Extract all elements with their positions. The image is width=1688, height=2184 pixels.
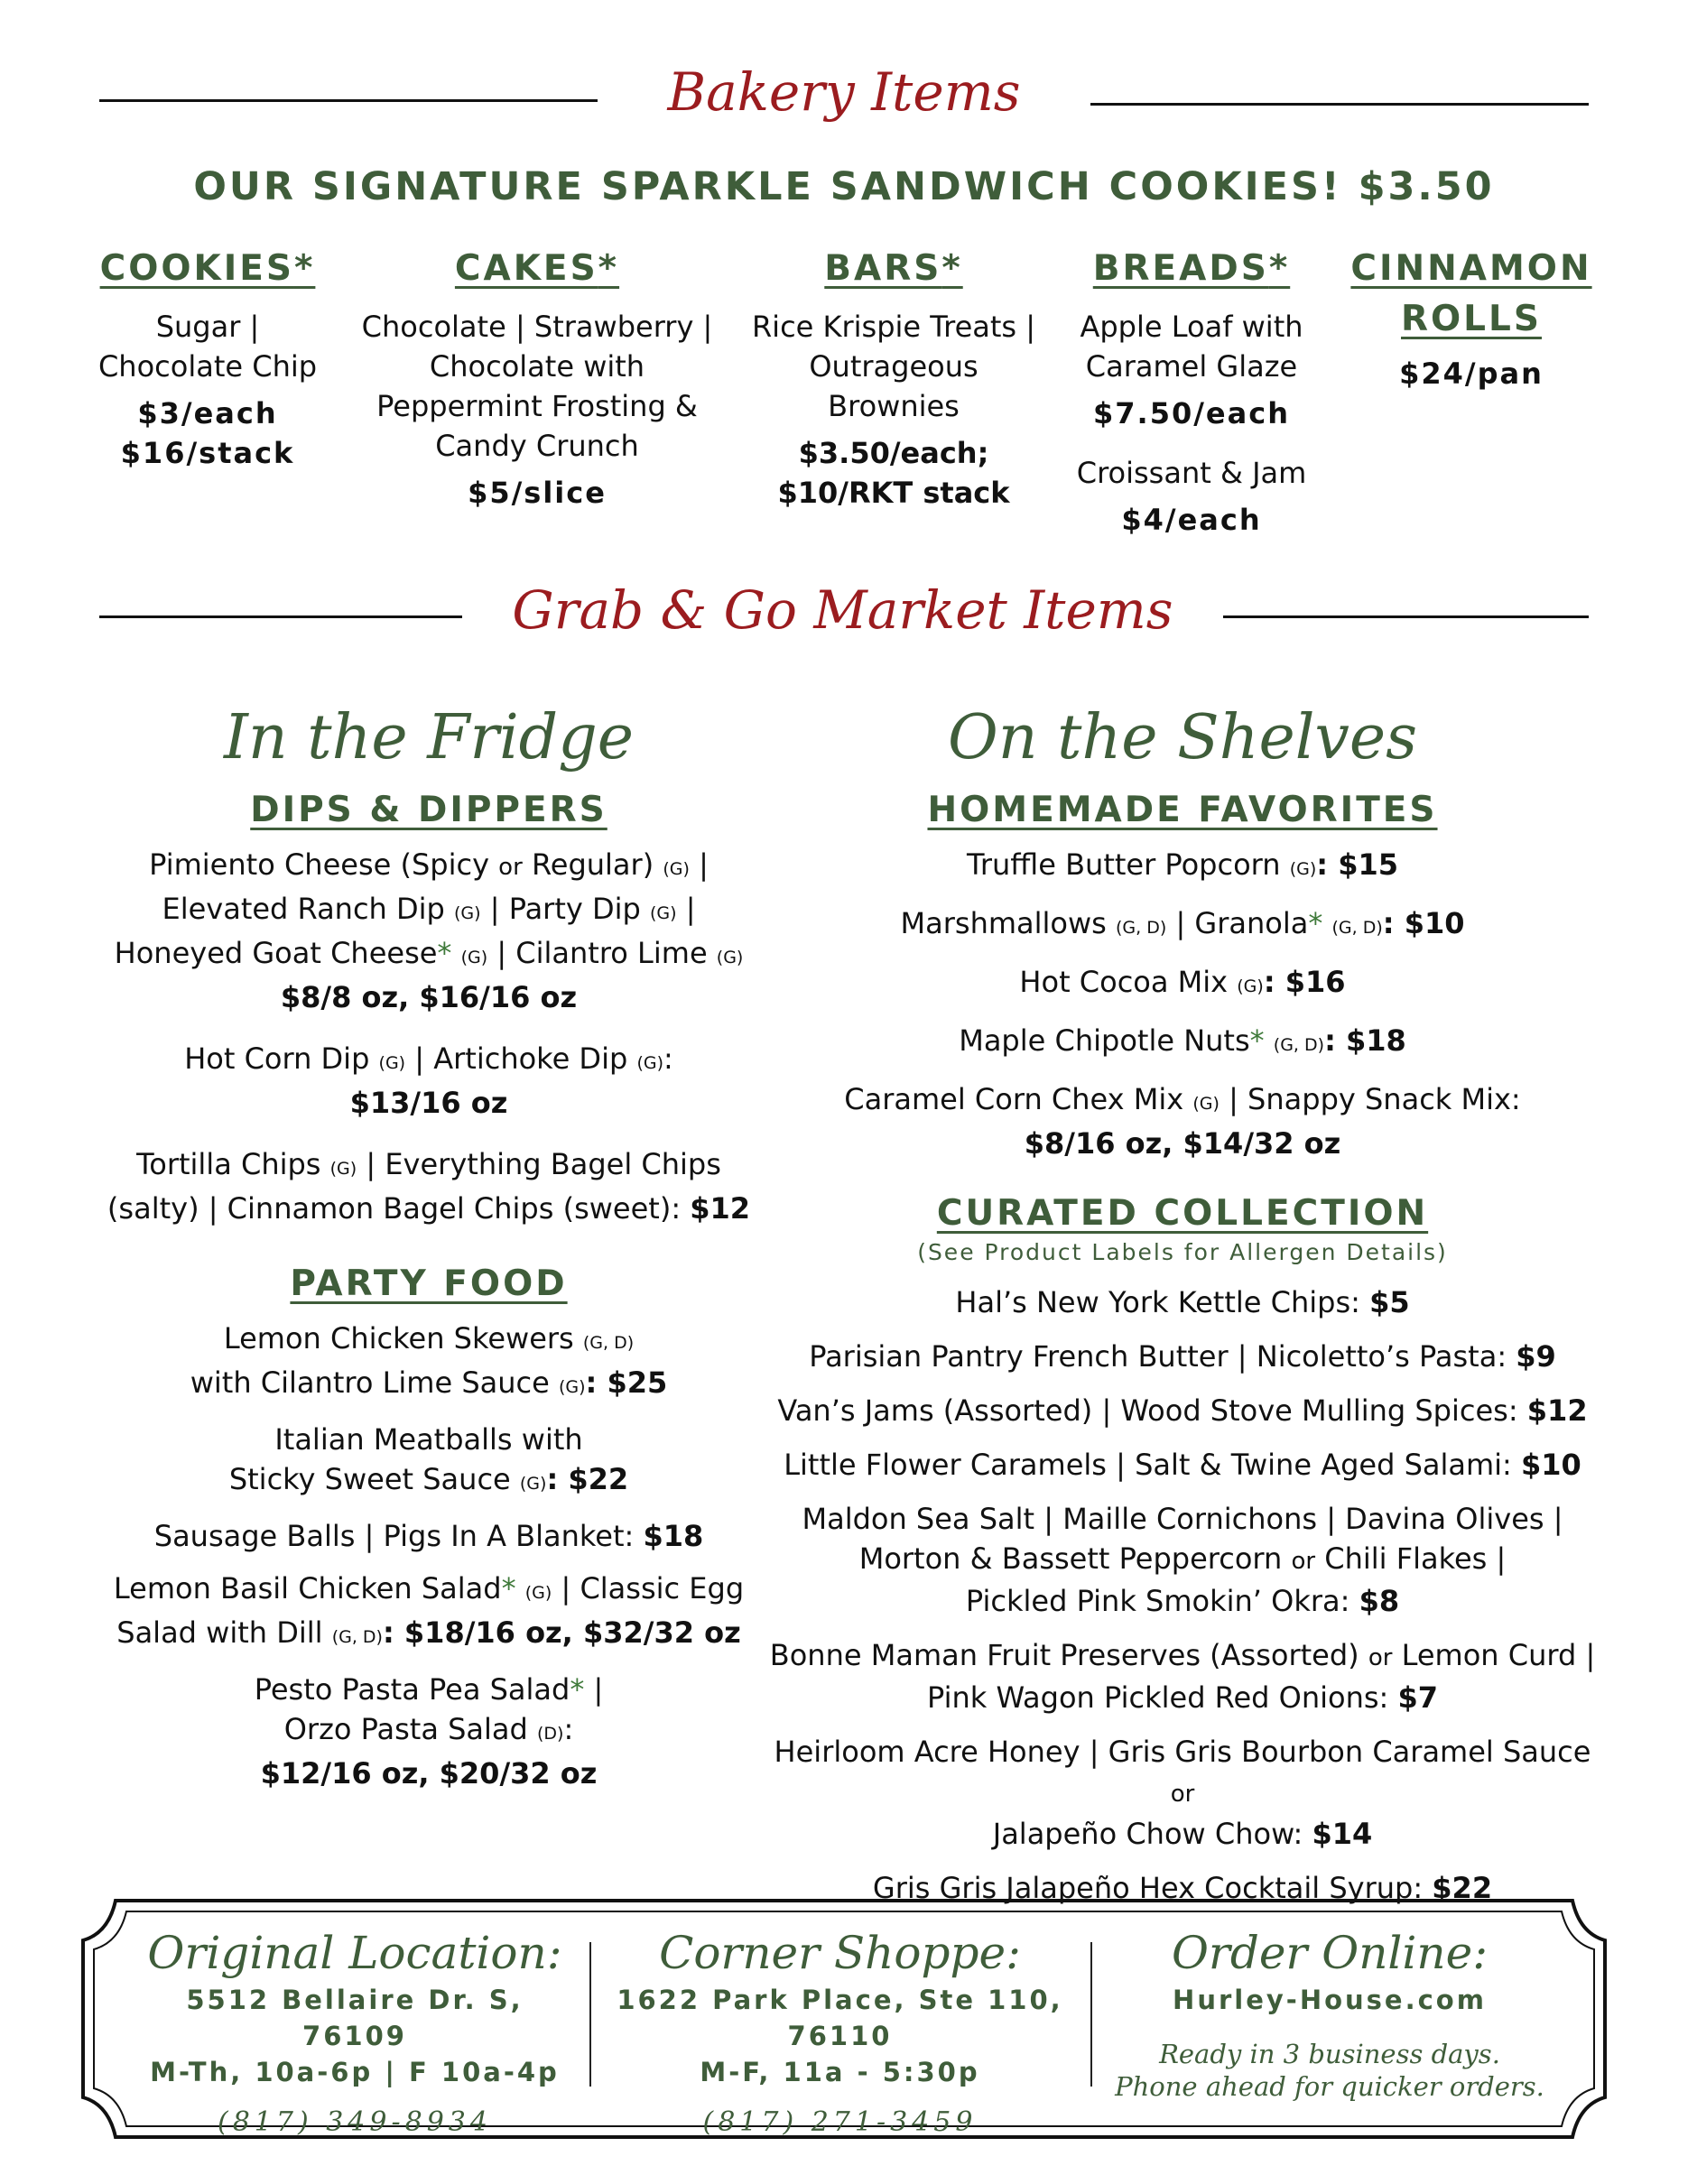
original-location [134,1924,576,2142]
bakery-title: Bakery Items [667,61,1021,123]
original-hours: M-Th, 10a-6p | F 10a-4p [150,2057,560,2087]
original-phone[interactable]: (817) 349-8934 [218,2106,492,2138]
bakery-column-cinnamon-rolls [1336,244,1607,393]
curated-item: Gris Gris Jalapeño Hex Cocktail Syrup: $22 [872,1871,1493,1905]
homemade-item: Caramel Corn Chex Mix (G) | Snappy Snack Mix: $8/16 oz, $14/32 oz [844,1082,1521,1161]
cinnamon-rolls-heading: CINNAMON ROLLS [1350,248,1592,339]
corner-phone[interactable]: (817) 271-3459 [702,2106,978,2138]
curated-item: Heirloom Acre Honey | Gris Gris Bourbon Caramel Sauce or Jalapeño Chow Chow: $14 [774,1735,1591,1851]
curated-item: Hal’s New York Kettle Chips: $5 [955,1285,1410,1319]
cakes-price: $5/slice [468,476,607,510]
market-title: Grab & Go Market Items [512,579,1173,641]
corner-hours: M-F, 11a - 5:30p [700,2057,980,2087]
corner-shoppe-title: Corner Shoppe: [659,1927,1021,1979]
lemon-chicken-skewers: Lemon Chicken Skewers (G, D) with Cilantro Lime Sauce (G): $25 [190,1321,668,1400]
cookies-price: $3/each $16/stack [120,396,295,470]
order-note: Ready in 3 business days. Phone ahead for quicker orders. [1115,2039,1544,2102]
bars-heading: BARS* [824,248,963,289]
corner-shoppe [598,1924,1081,2142]
bakery-column-breads [1056,244,1327,540]
chicken-egg-salad: Lemon Basil Chicken Salad* (G) | Classic Egg Salad with Dill (G, D): $18/16 oz, $32/32 oz [113,1571,745,1650]
signature-cookies-banner: OUR SIGNATURE SPARKLE SANDWICH COOKIES! $3.50 [193,164,1495,209]
footer-divider [1090,1942,1092,2087]
italian-meatballs: Italian Meatballs with Sticky Sweet Sauce (G): $22 [228,1422,629,1496]
divider-line [99,99,598,102]
party-food-heading: PARTY FOOD [290,1263,568,1304]
cookies-heading: COOKIES* [99,248,316,289]
bakery-column-bars [740,244,1047,513]
breads-price: $7.50/each [1093,396,1290,430]
breads-list: Apple Loaf with Caramel Glaze [1080,310,1303,384]
homemade-heading: HOMEMADE FAVORITES [927,790,1438,830]
homemade-item: Marshmallows (G, D) | Granola* (G, D): $10 [900,906,1465,940]
order-online-title: Order Online: [1171,1927,1489,1979]
bakery-column-cakes [343,244,731,513]
original-location-title: Original Location: [147,1927,562,1979]
curated-item: Parisian Pantry French Butter | Nicoletto’s Pasta: $9 [809,1339,1556,1374]
chips: Tortilla Chips (G) | Everything Bagel Chips (salty) | Cinnamon Bagel Chips (sweet): $12 [107,1147,751,1226]
croissant-price: $4/each [1121,503,1262,537]
cakes-heading: CAKES* [454,248,620,289]
shelves-title: On the Shelves [947,702,1418,773]
bakery-column-cookies [81,244,334,473]
curated-item: Van’s Jams (Assorted) | Wood Stove Mulling Spices: $12 [777,1393,1588,1428]
curated-item: Maldon Sea Salt | Maille Cornichons | Davina Olives | Morton & Bassett Peppercorn or Chili Flakes | Pickled Pink Smokin’ Okra: $8 [802,1502,1563,1618]
homemade-item: Maple Chipotle Nuts* (G, D): $18 [959,1023,1406,1058]
fridge-title: In the Fridge [224,702,634,773]
footer-divider [589,1942,591,2087]
curated-note: (See Product Labels for Allergen Details) [917,1239,1448,1265]
hot-dips: Hot Corn Dip (G) | Artichoke Dip (G): $13/16 oz [184,1041,673,1120]
curated-item: Little Flower Caramels | Salt & Twine Aged Salami: $10 [784,1448,1581,1482]
corner-address: 1622 Park Place, Ste 110, 76110 [617,1985,1063,2051]
cakes-list: Chocolate | Strawberry | Chocolate with Peppermint Frosting & Candy Crunch [361,310,713,463]
cinnamon-rolls-price: $24/pan [1399,356,1544,391]
fridge-column [90,702,767,1793]
original-address: 5512 Bellaire Dr. S, 76109 [186,1985,524,2051]
footer-panel [79,1897,1609,2141]
curated-heading: CURATED COLLECTION [936,1193,1429,1234]
dips-list: Pimiento Cheese (Spicy or Regular) (G) | Elevated Ranch Dip (G) | Party Dip (G) | Honeyed Goat Cheese* (G) | Cilantro Lime (G) $8/8 oz, $16/16 oz [114,847,744,1014]
order-online [1104,1924,1555,2103]
homemade-item: Truffle Butter Popcorn (G): $15 [967,847,1398,882]
breads-heading: BREADS* [1092,248,1291,289]
dips-heading: DIPS & DIPPERS [250,790,607,830]
divider-line [1090,103,1589,106]
sausage-balls: Sausage Balls | Pigs In A Blanket: $18 [153,1519,704,1553]
divider-line [99,615,462,618]
curated-item: Bonne Maman Fruit Preserves (Assorted) or Lemon Curd | Pink Wagon Pickled Red Onions: $7 [769,1638,1596,1715]
bars-list: Rice Krispie Treats | Outrageous Brownies [751,310,1036,423]
divider-line [1223,615,1589,618]
pasta-salads: Pesto Pasta Pea Salad* | Orzo Pasta Salad (D): $12/16 oz, $20/32 oz [254,1672,604,1791]
bars-price: $3.50/each; $10/RKT stack [777,436,1010,510]
homemade-item: Hot Cocoa Mix (G): $16 [1019,965,1346,999]
shelves-column [767,702,1598,1908]
croissant-item: Croissant & Jam [1076,456,1307,490]
website-link[interactable]: Hurley-House.com [1173,1985,1487,2015]
cookies-list: Sugar | Chocolate Chip [97,310,318,384]
